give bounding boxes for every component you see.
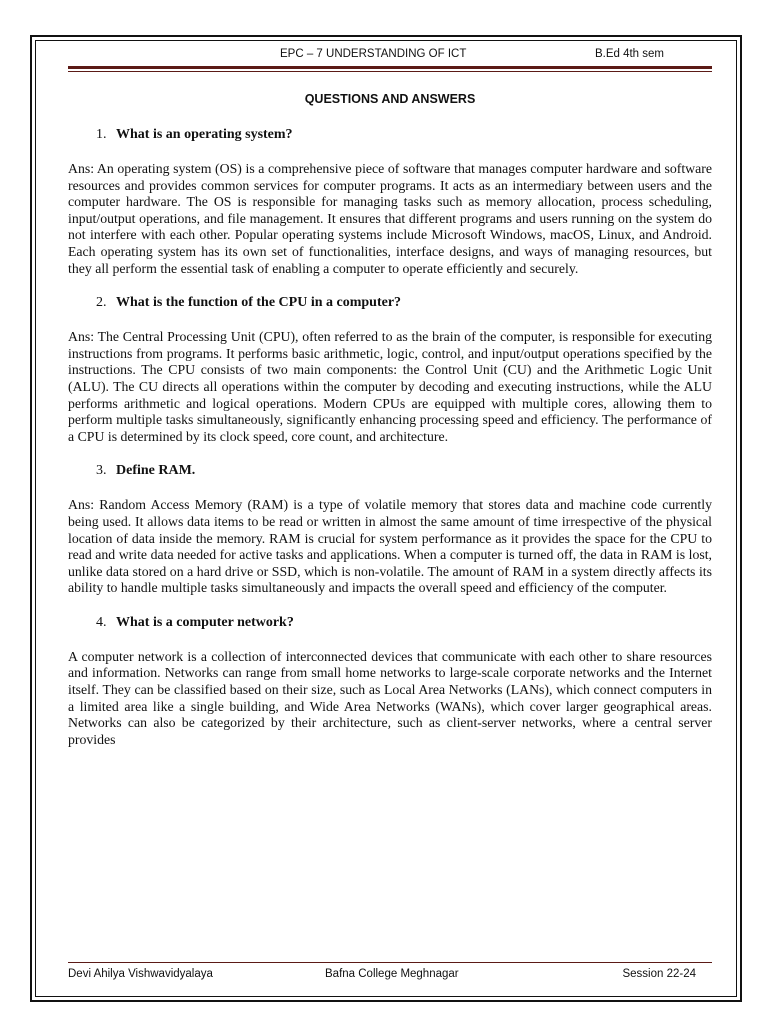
question-number: 3. <box>96 463 107 479</box>
header-semester: B.Ed 4th sem <box>594 48 664 60</box>
question-number: 4. <box>96 614 107 630</box>
question-text: What is a computer network? <box>116 614 294 630</box>
answer-3: Ans: Random Access Memory (RAM) is a type of volatile memory that stores data and machine code currently being used. It allows data items to be read or written in almost the same amount of time irrespective of the physical location of data inside the memory. RAM is crucial for system performance as it provides the space for the CPU to read and write data needed for active tasks and applications. When a computer is turned off, the data in RAM is lost, unlike data stored on a hard drive or SSD, which is non-volatile. The amount of RAM in a system directly affects its ability to handle multiple tasks simultaneously and impacts the overall speed and efficiency of the computer. <box>68 497 712 596</box>
answer-1: Ans: An operating system (OS) is a comprehensive piece of software that manages computer hardware and software resources and provides common services for computer programs. It acts as an intermediary between users and the computer hardware. The OS is responsible for managing tasks such as memory allocation, process scheduling, input/output operations, and file management. It ensures that different programs and users running on the system do not interfere with each other. Popular operating systems include Microsoft Windows, macOS, Linux, and Android. Each operating system has its own set of functionalities, interface designs, and ways of managing resources, but they all perform the essential task of enabling a computer to operate efficiently and securely. <box>68 161 712 276</box>
question-text: What is an operating system? <box>116 127 293 142</box>
question-text: What is the function of the CPU in a computer? <box>116 295 402 311</box>
page-header <box>68 48 712 64</box>
question-3 <box>96 462 712 480</box>
document-body <box>68 88 712 765</box>
section-title: QUESTIONS AND ANSWERS <box>304 92 476 106</box>
question-text: Define RAM. <box>116 463 196 479</box>
footer-session: Session 22-24 <box>622 968 696 980</box>
answer-2: Ans: The Central Processing Unit (CPU), often referred to as the brain of the computer, is responsible for executing instructions from programs. It performs basic arithmetic, logic, control, and input/output operations specified by the instructions. The CPU consists of two main components: the Control Unit (CU) and the Arithmetic Logic Unit (ALU). The CU directs all operations within the computer by decoding and executing instructions, while the ALU performs arithmetic and logical operations. Modern CPUs are equipped with multiple cores, allowing them to perform multiple tasks simultaneously, significantly enhancing processing speed and efficiency. The performance of a CPU is determined by its clock speed, core count, and architecture. <box>68 329 712 444</box>
header-rule <box>68 66 712 69</box>
footer-university: Devi Ahilya Vishwavidyalaya <box>68 968 213 980</box>
question-number: 2. <box>96 295 107 311</box>
answer-4: A computer network is a collection of interconnected devices that communicate with each other to share resources and information. Networks can range from small home networks to large-scale corporate networks and the Internet itself. They can be classified based on their size, such as Local Area Networks (LANs), which connect computers in a limited area like a single building, and Wide Area Networks (WANs), which cover larger geographical areas. Networks can also be categorized by their architecture, such as client-server networks, where a central server provides <box>68 648 712 747</box>
header-rule-thin <box>68 71 712 72</box>
question-2 <box>96 294 712 312</box>
header-title: EPC – 7 UNDERSTANDING OF ICT <box>280 48 467 60</box>
footer-rule <box>68 962 712 963</box>
footer-college: Bafna College Meghnagar <box>325 968 459 980</box>
question-4 <box>96 614 712 632</box>
question-number: 1. <box>96 127 107 142</box>
page-footer <box>68 968 712 984</box>
question-1 <box>96 126 712 144</box>
